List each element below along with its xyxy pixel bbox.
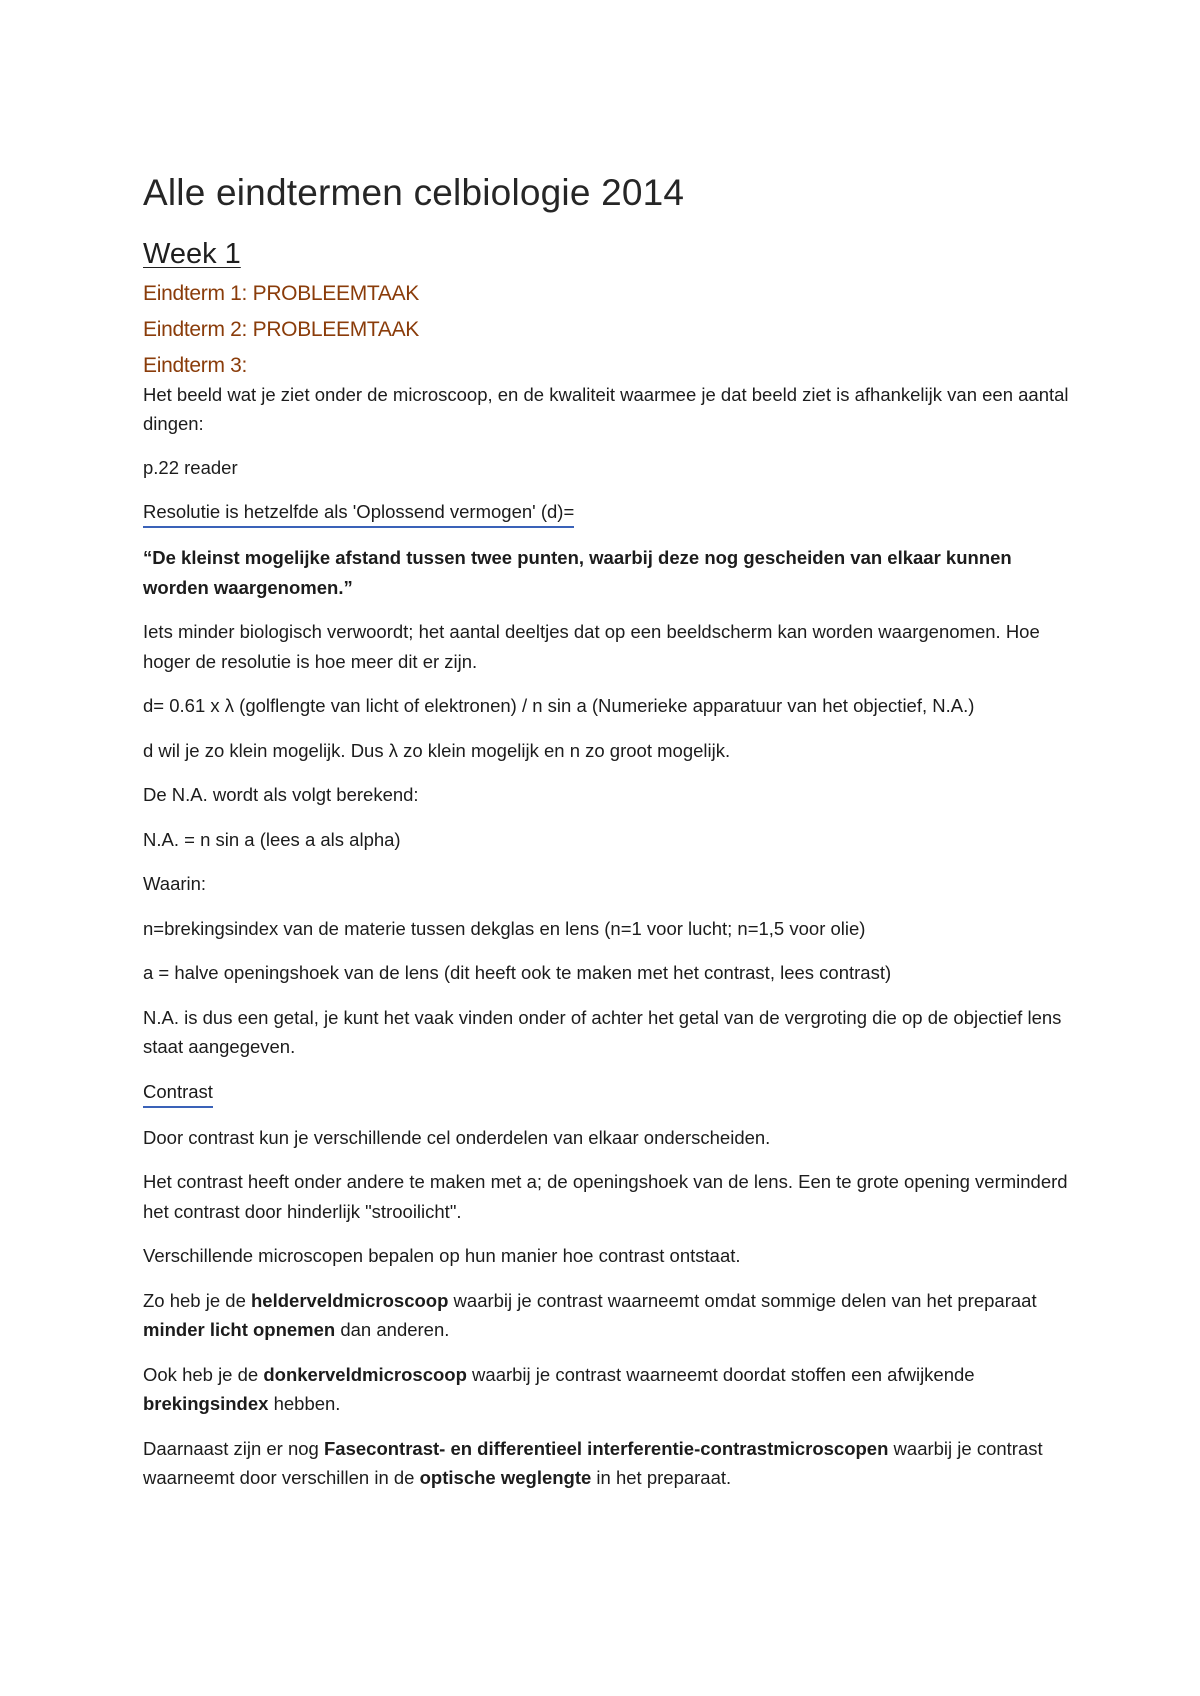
- na-formula-paragraph: N.A. = n sin a (lees a als alpha): [143, 828, 401, 850]
- na-berekend-paragraph: De N.A. wordt als volgt berekend:: [143, 784, 419, 805]
- fasecontrast-term: Fasecontrast- en differentieel interferentie-contrastmicroscopen: [324, 1437, 889, 1459]
- fasecontrast-text-2: waarbij je contrast waarneemt door verschillen in de: [143, 1437, 1043, 1488]
- a-definition: a = halve openingshoek van de lens (dit heeft ook te maken met het contrast, lees contrast): [143, 962, 892, 983]
- brekingsindex-term: brekingsindex: [143, 1393, 269, 1414]
- optische-weglengte-term: optische weglengte: [419, 1467, 592, 1488]
- helderveld-text-1: Zo heb je de: [143, 1289, 251, 1311]
- definition-quote: [143, 543, 1073, 602]
- iets-minder-paragraph: Iets minder biologisch verwoordt; het aantal deeltjes dat op een beeldscherm kan worden waargenomen. Hoe hoger de resolutie is hoe meer dit er zijn.: [143, 621, 1040, 672]
- contrast-paragraph-3: Verschillende microscopen bepalen op hun manier hoe contrast ontstaat.: [143, 1245, 741, 1266]
- fasecontrast-text-3: in het preparaat.: [591, 1467, 732, 1488]
- helderveld-text-3: dan anderen.: [335, 1319, 450, 1340]
- donkerveld-text-3: hebben.: [268, 1393, 341, 1414]
- intro-paragraph: Het beeld wat je ziet onder de microscoop, en de kwaliteit waarmee je dat beeld ziet is afhankelijk van een aantal dingen:: [143, 383, 1069, 434]
- n-definition: n=brekingsindex van de materie tussen dekglas en lens (n=1 voor lucht; n=1,5 voor olie): [143, 917, 866, 939]
- document-page: [143, 170, 1073, 1508]
- formula-d-paragraph: d= 0.61 x λ (golflengte van licht of elektronen) / n sin a (Numerieke apparatuur van het objectief, N.A.): [143, 695, 975, 716]
- donkerveld-term: donkerveldmicroscoop: [263, 1363, 467, 1385]
- eindterm-3-heading: Eindterm 3:: [143, 353, 248, 377]
- definition-text: “De kleinst mogelijke afstand tussen twee punten, waarbij deze nog gescheiden van elkaar kunnen worden waargenomen.”: [143, 547, 1012, 598]
- fasecontrast-text-1: Daarnaast zijn er nog: [143, 1437, 324, 1459]
- contrast-paragraph-2: Het contrast heeft onder andere te maken met a; de openingshoek van de lens. Een te grote opening verminderd het contrast door hinderlijk "strooilicht".: [143, 1171, 1068, 1222]
- eindterm-2-heading: Eindterm 2: PROBLEEMTAAK: [143, 317, 420, 341]
- donkerveld-text-2: waarbij je contrast waarneemt doordat stoffen een afwijkende: [466, 1363, 975, 1385]
- contrast-heading: Contrast: [143, 1077, 213, 1108]
- d-klein-paragraph: d wil je zo klein mogelijk. Dus λ zo klein mogelijk en n zo groot mogelijk.: [143, 739, 731, 761]
- helderveld-paragraph: [143, 1286, 1073, 1345]
- contrast-paragraph-1: Door contrast kun je verschillende cel onderdelen van elkaar onderscheiden.: [143, 1126, 771, 1148]
- donkerveld-paragraph: [143, 1360, 1073, 1419]
- eindterm-1-heading: Eindterm 1: PROBLEEMTAAK: [143, 281, 420, 305]
- na-getal-paragraph: N.A. is dus een getal, je kunt het vaak vinden onder of achter het getal van de vergroting die op de objectief lens staat aangegeven.: [143, 1006, 1062, 1057]
- waarin-label: Waarin:: [143, 873, 207, 894]
- helderveld-term: helderveldmicroscoop: [251, 1289, 449, 1311]
- week-heading: Week 1: [143, 238, 241, 271]
- donkerveld-text-1: Ook heb je de: [143, 1363, 264, 1385]
- helderveld-text-2: waarbij je contrast waarneemt omdat sommige delen van het preparaat: [448, 1289, 1037, 1311]
- document-title: Alle eindtermen celbiologie 2014: [143, 172, 685, 213]
- reader-reference: p.22 reader: [143, 456, 238, 478]
- resolutie-heading: Resolutie is hetzelfde als 'Oplossend vermogen' (d)=: [143, 497, 574, 528]
- minder-licht-term: minder licht opnemen: [143, 1319, 336, 1340]
- fasecontrast-paragraph: [143, 1434, 1073, 1493]
